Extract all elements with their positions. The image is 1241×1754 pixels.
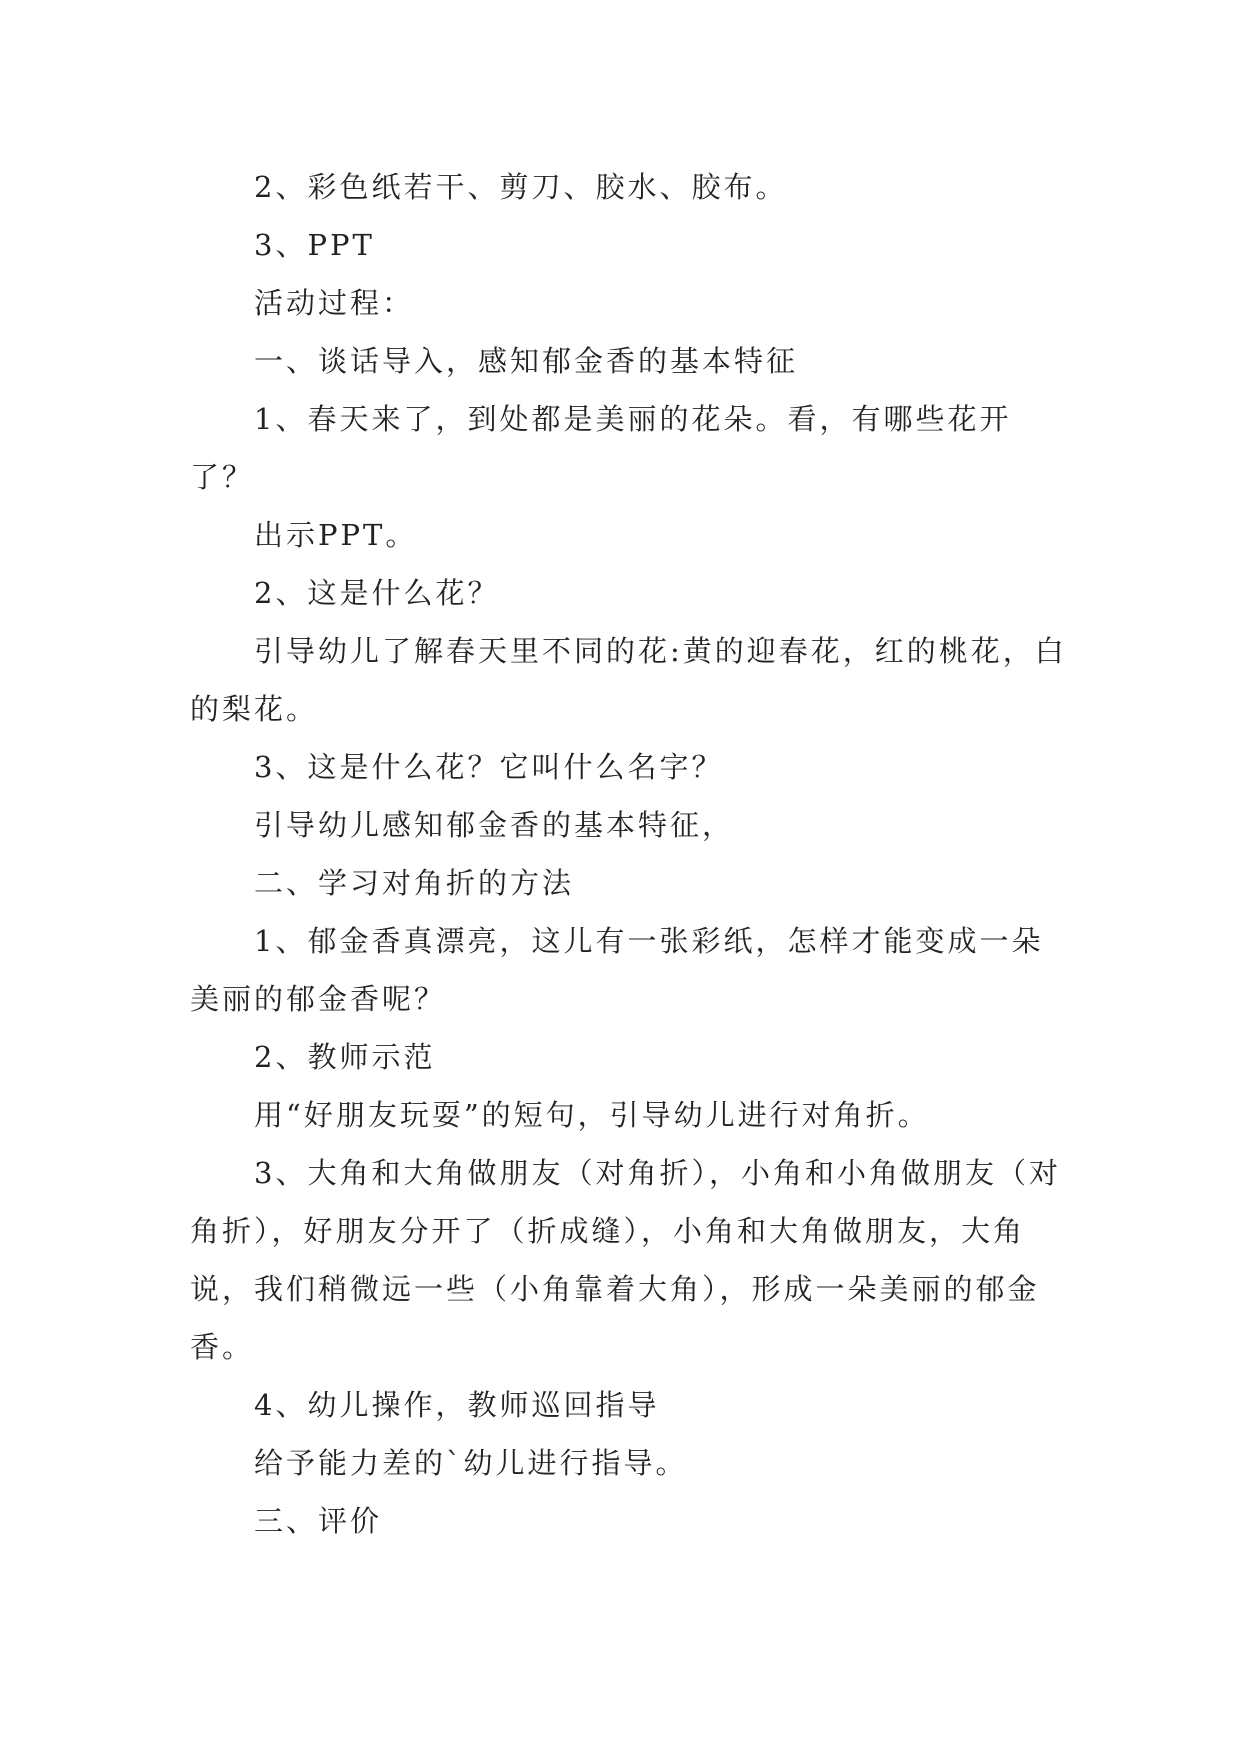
paragraph-step-1-3: 3、这是什么花？它叫什么名字？ [254,750,724,784]
section-heading-process: 活动过程： [254,286,415,320]
paragraph-step-2-1: 1、郁金香真漂亮，这儿有一张彩纸，怎样才能变成一朵美丽的郁金香呢？ [190,924,1044,1016]
paragraph-materials-2: 2、彩色纸若干、剪刀、胶水、胶布。 [254,170,788,204]
document-body [190,158,1070,1550]
section-heading-2: 二、学习对角折的方法 [254,866,575,900]
paragraph-short-phrase: 用“好朋友玩耍”的短句，引导幼儿进行对角折。 [254,1098,930,1132]
paragraph-step-2-2: 2、教师示范 [254,1040,436,1074]
paragraph-step-2-3: 3、大角和大角做朋友（对角折），小角和小角做朋友（对角折），好朋友分开了（折成缝），小角和大角做朋友，大角说，我们稍微远一些（小角靠着大角），形成一朵美丽的郁金香。 [190,1156,1061,1364]
paragraph-guide-tulip: 引导幼儿感知郁金香的基本特征， [254,808,735,842]
paragraph-step-1-1: 1、春天来了，到处都是美丽的花朵。看，有哪些花开了？ [190,402,1012,494]
paragraph-show-ppt: 出示PPT。 [254,518,418,552]
paragraph-guide-flowers: 引导幼儿了解春天里不同的花:黄的迎春花，红的桃花，白的梨花。 [190,634,1067,726]
paragraph-materials-3: 3、PPT [254,228,375,262]
section-heading-3: 三、评价 [254,1504,383,1538]
paragraph-guidance: 给予能力差的`幼儿进行指导。 [254,1446,688,1480]
paragraph-step-2-4: 4、幼儿操作，教师巡回指导 [254,1388,660,1422]
paragraph-step-1-2: 2、这是什么花？ [254,576,500,610]
section-heading-1: 一、谈话导入，感知郁金香的基本特征 [254,344,799,378]
